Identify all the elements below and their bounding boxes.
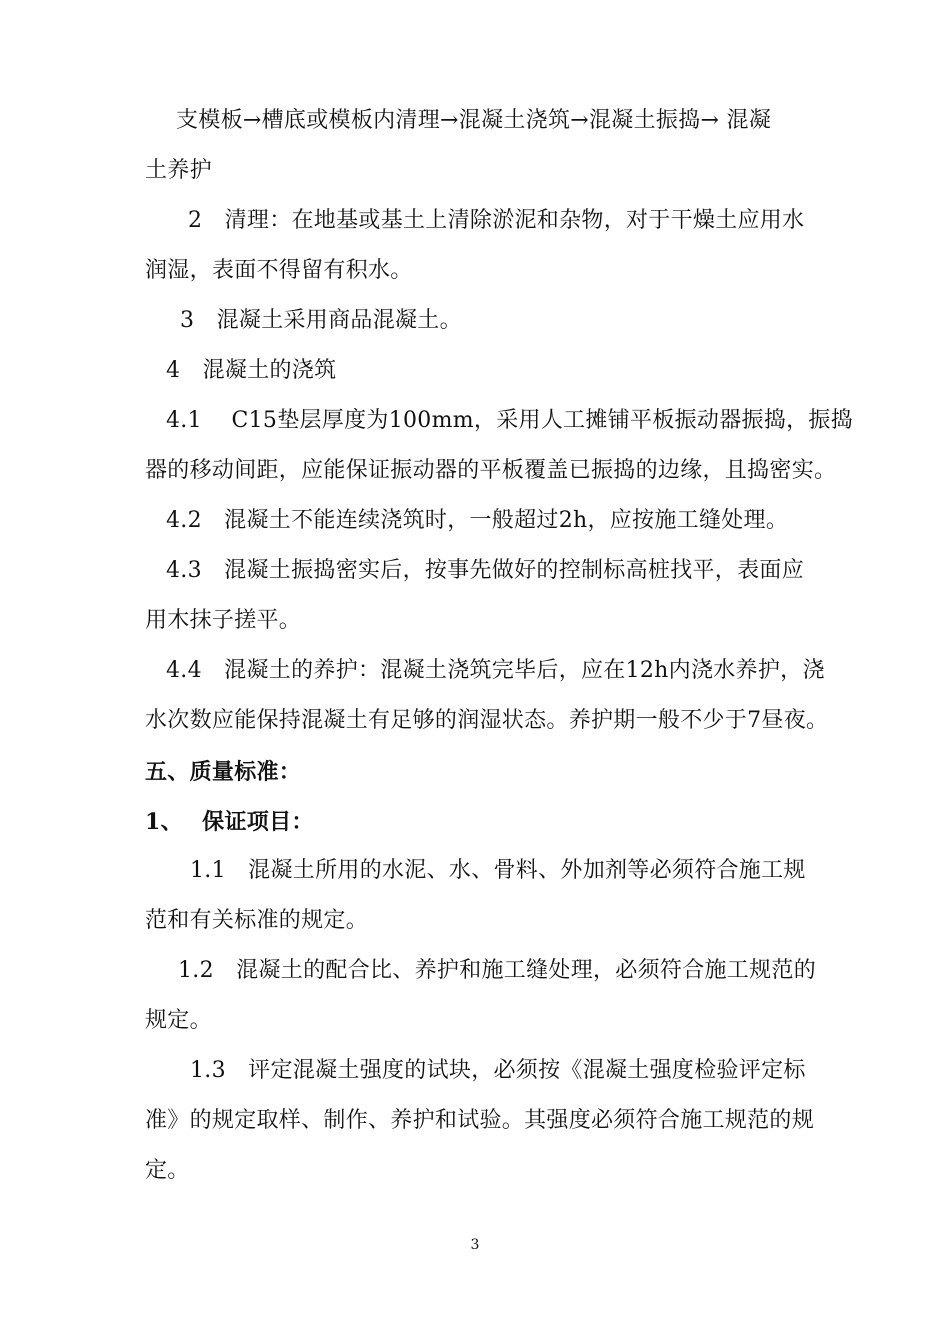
item-1-3-line-1: 1.3 评定混凝土强度的试块，必须按《混凝土强度检验评定标: [190, 1058, 806, 1083]
item-1-3-line-2: 准》的规定取样、制作、养护和试验。其强度必须符合施工规范的规: [145, 1108, 815, 1133]
item-1-1-line-2: 范和有关标准的规定。: [145, 908, 369, 933]
item-4-1-line-1: 4.1 C15垫层厚度为100mm，采用人工摊铺平板振动器振捣，振捣: [166, 408, 854, 433]
item-4-3-line-1: 4.3 混凝土振捣密实后，按事先做好的控制标高桩找平，表面应: [166, 558, 804, 583]
item-4-4-line-2: 水次数应能保持混凝土有足够的润湿状态。养护期一般不少于7昼夜。: [145, 708, 829, 733]
process-flow-line-1: 支模板→槽底或模板内清理→混凝土浇筑→混凝土振捣→ 混凝: [176, 108, 772, 133]
item-4-4-line-1: 4.4 混凝土的养护：混凝土浇筑完毕后，应在12h内浇水养护，浇: [166, 658, 825, 683]
item-1-1-line-1: 1.1 混凝土所用的水泥、水、骨料、外加剂等必须符合施工规: [190, 858, 806, 883]
section-heading-quality-standard: 五、质量标准：: [145, 759, 302, 785]
item-1-3-line-3: 定。: [145, 1158, 190, 1183]
item-1-2-line-1: 1.2 混凝土的配合比、养护和施工缝处理，必须符合施工规范的: [178, 958, 816, 983]
item-1-2-line-2: 规定。: [145, 1008, 212, 1033]
item-2-line-1: 2 清理：在地基或基土上清除淤泥和杂物，对于干燥土应用水: [188, 208, 805, 233]
subsection-heading-guarantee-items: 1、 保证项目：: [145, 809, 314, 835]
process-flow-line-2: 土养护: [145, 158, 212, 183]
item-3-line: 3 混凝土采用商品混凝土。: [180, 308, 462, 333]
item-4-1-line-2: 器的移动间距，应能保证振动器的平板覆盖已振捣的边缘，且捣密实。: [145, 458, 837, 483]
item-4-3-line-2: 用木抹子搓平。: [145, 608, 302, 633]
item-4-2-line: 4.2 混凝土不能连续浇筑时，一般超过2h，应按施工缝处理。: [166, 508, 789, 533]
item-2-line-2: 润湿，表面不得留有积水。: [145, 258, 413, 283]
page-number: 3: [470, 1237, 480, 1253]
item-4-heading: 4 混凝土的浇筑: [166, 358, 337, 383]
